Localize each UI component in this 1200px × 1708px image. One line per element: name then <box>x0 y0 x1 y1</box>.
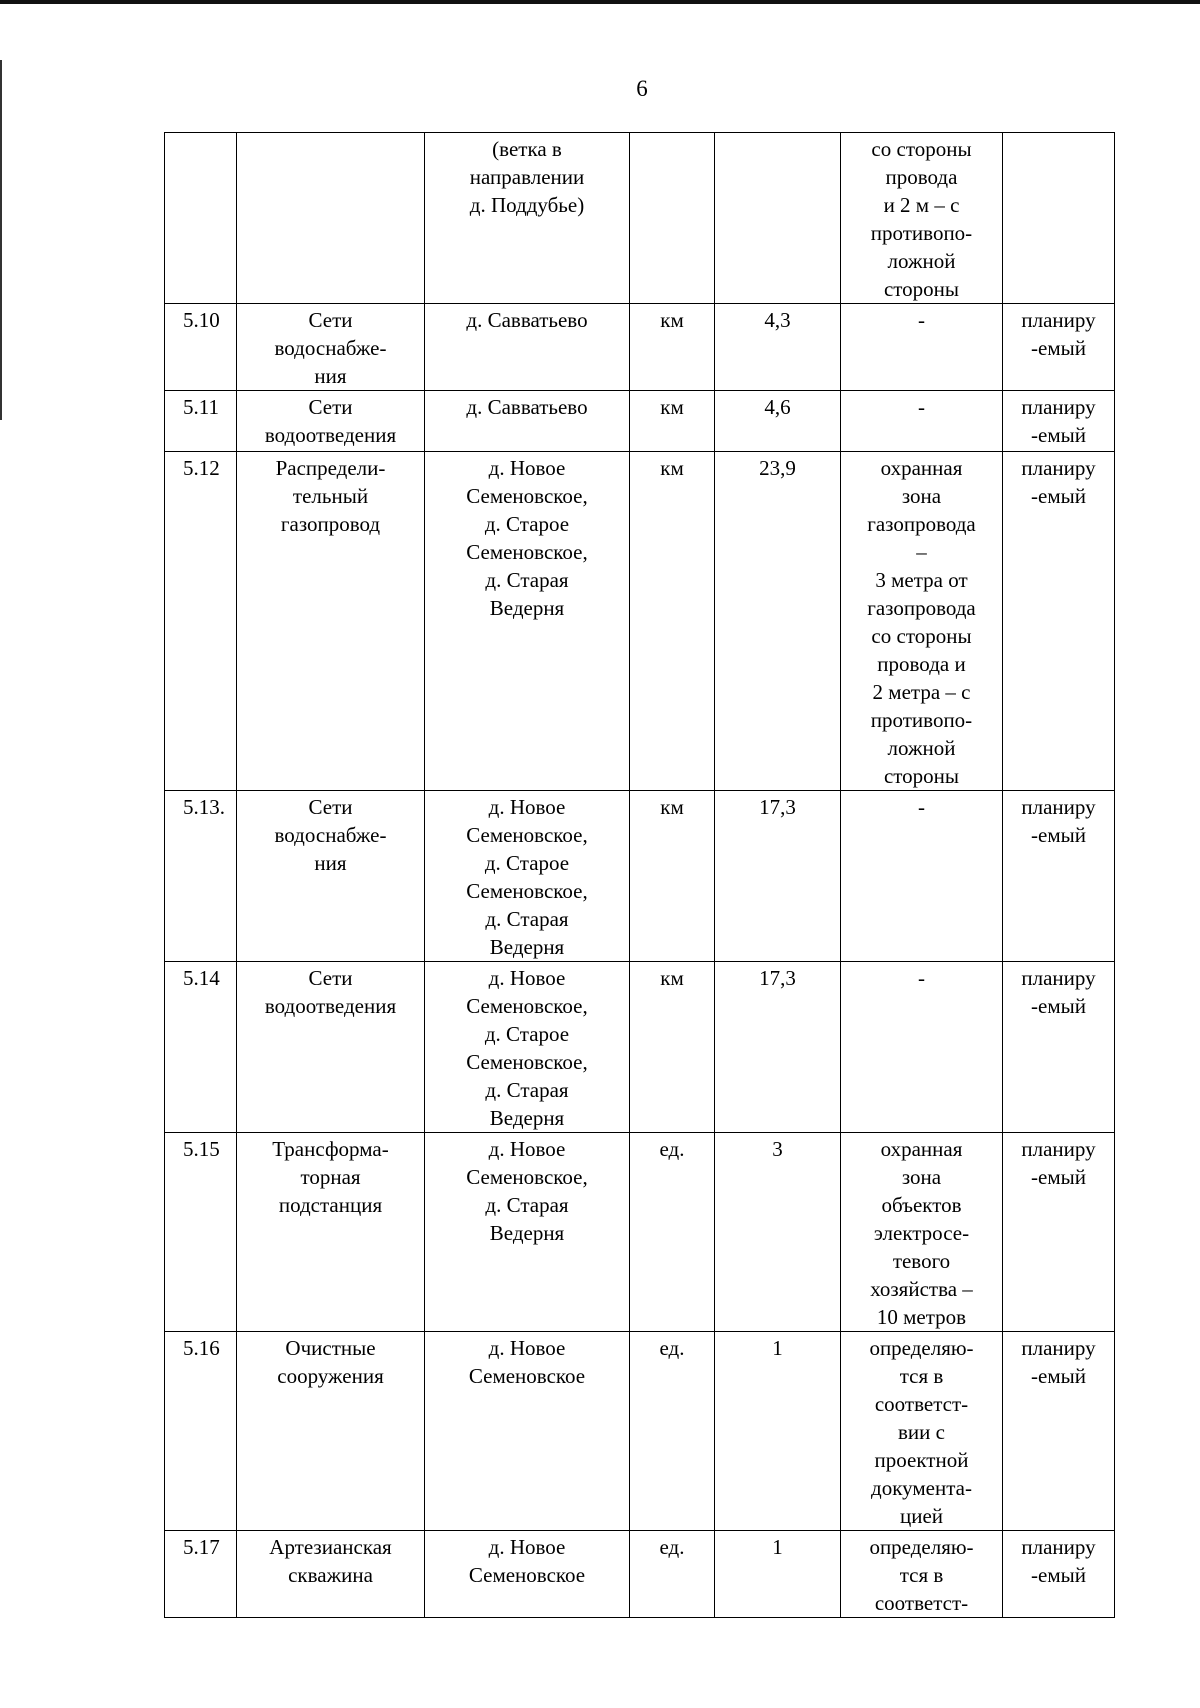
status <box>1003 133 1115 304</box>
unit: ед. <box>630 1332 715 1531</box>
status: планиру -емый <box>1003 452 1115 791</box>
protection-zone: охранная зона объектов электросе- тевого хозяйства – 10 метров <box>841 1133 1003 1332</box>
status: планиру -емый <box>1003 1531 1115 1618</box>
table-row <box>165 391 1115 452</box>
object-name: Сети водоснабже- ния <box>237 304 425 391</box>
protection-zone: определяю- тся в соответст- <box>841 1531 1003 1618</box>
protection-zone: - <box>841 962 1003 1133</box>
object-location: д. Новое Семеновское <box>425 1332 630 1531</box>
table-row <box>165 452 1115 791</box>
quantity: 1 <box>715 1531 841 1618</box>
table-row <box>165 133 1115 304</box>
object-name: Артезианская скважина <box>237 1531 425 1618</box>
protection-zone: определяю- тся в соответст- вии с проектной документа- цией <box>841 1332 1003 1531</box>
object-location: д. Новое Семеновское, д. Старое Семеновское, д. Старая Ведерня <box>425 452 630 791</box>
table-row <box>165 1133 1115 1332</box>
object-location: д. Новое Семеновское <box>425 1531 630 1618</box>
unit: ед. <box>630 1531 715 1618</box>
infrastructure-table <box>164 132 1115 1618</box>
object-name: Сети водоотведения <box>237 391 425 452</box>
quantity: 1 <box>715 1332 841 1531</box>
status: планиру -емый <box>1003 304 1115 391</box>
quantity: 4,3 <box>715 304 841 391</box>
status: планиру -емый <box>1003 1332 1115 1531</box>
row-number <box>165 133 237 304</box>
table-row <box>165 1531 1115 1618</box>
row-number: 5.11 <box>165 391 237 452</box>
object-location: д. Савватьево <box>425 391 630 452</box>
row-number: 5.17 <box>165 1531 237 1618</box>
protection-zone: со стороны провода и 2 м – с противопо- ложной стороны <box>841 133 1003 304</box>
object-location: (ветка в направлении д. Поддубье) <box>425 133 630 304</box>
unit: ед. <box>630 1133 715 1332</box>
table-row <box>165 304 1115 391</box>
quantity: 23,9 <box>715 452 841 791</box>
object-location: д. Новое Семеновское, д. Старое Семеновское, д. Старая Ведерня <box>425 791 630 962</box>
quantity: 17,3 <box>715 962 841 1133</box>
scan-top-edge <box>0 0 1200 4</box>
scan-left-edge <box>0 60 2 420</box>
object-name: Трансформа- торная подстанция <box>237 1133 425 1332</box>
row-number: 5.13. <box>165 791 237 962</box>
status: планиру -емый <box>1003 791 1115 962</box>
unit: км <box>630 304 715 391</box>
object-name: Сети водоснабже- ния <box>237 791 425 962</box>
row-number: 5.14 <box>165 962 237 1133</box>
object-name: Сети водоотведения <box>237 962 425 1133</box>
row-number: 5.10 <box>165 304 237 391</box>
object-name: Очистные сооружения <box>237 1332 425 1531</box>
quantity <box>715 133 841 304</box>
status: планиру -емый <box>1003 391 1115 452</box>
page-number: 6 <box>636 76 648 101</box>
unit: км <box>630 962 715 1133</box>
object-location: д. Савватьево <box>425 304 630 391</box>
table-row <box>165 791 1115 962</box>
quantity: 17,3 <box>715 791 841 962</box>
unit: км <box>630 791 715 962</box>
table-row <box>165 1332 1115 1531</box>
unit: км <box>630 452 715 791</box>
row-number: 5.16 <box>165 1332 237 1531</box>
quantity: 4,6 <box>715 391 841 452</box>
protection-zone: охранная зона газопровода – 3 метра от газопровода со стороны провода и 2 метра – с противопо- ложной стороны <box>841 452 1003 791</box>
object-location: д. Новое Семеновское, д. Старое Семеновское, д. Старая Ведерня <box>425 962 630 1133</box>
protection-zone: - <box>841 391 1003 452</box>
quantity: 3 <box>715 1133 841 1332</box>
protection-zone: - <box>841 304 1003 391</box>
unit: км <box>630 391 715 452</box>
object-location: д. Новое Семеновское, д. Старая Ведерня <box>425 1133 630 1332</box>
status: планиру -емый <box>1003 962 1115 1133</box>
row-number: 5.12 <box>165 452 237 791</box>
object-name <box>237 133 425 304</box>
status: планиру -емый <box>1003 1133 1115 1332</box>
object-name: Распредели- тельный газопровод <box>237 452 425 791</box>
table-row <box>165 962 1115 1133</box>
protection-zone: - <box>841 791 1003 962</box>
unit <box>630 133 715 304</box>
row-number: 5.15 <box>165 1133 237 1332</box>
